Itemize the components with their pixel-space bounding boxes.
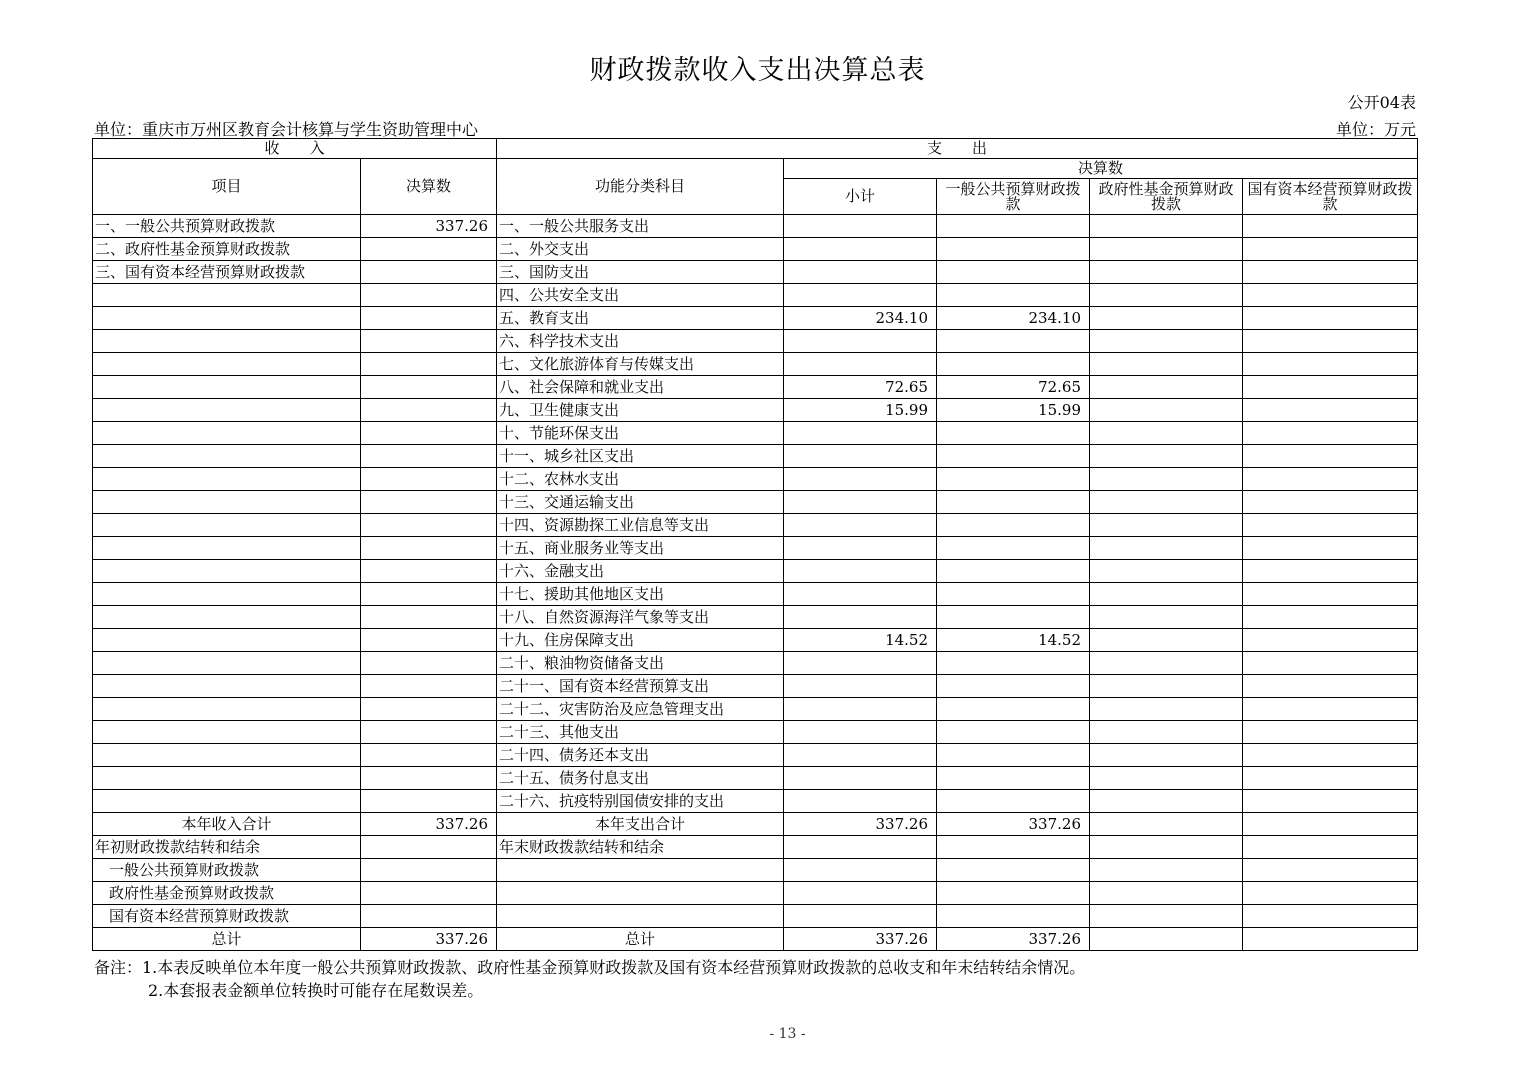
- expense-capital: [1243, 560, 1418, 583]
- income-item: [93, 330, 361, 353]
- expense-subtotal: [784, 744, 937, 767]
- notes: [94, 956, 1085, 1002]
- income-header: 收 入: [93, 139, 497, 159]
- table-row: [93, 652, 1418, 675]
- expense-capital: [1243, 629, 1418, 652]
- expense-subject: 二十三、其他支出: [497, 721, 784, 744]
- expense-general: [937, 652, 1090, 675]
- expense-capital: [1243, 721, 1418, 744]
- table-row: [93, 514, 1418, 537]
- carry-row: [93, 859, 1418, 882]
- year-expense-general: 337.26: [937, 813, 1090, 836]
- expense-subtotal: [784, 468, 937, 491]
- expense-capital: [1243, 675, 1418, 698]
- expense-capital: [1243, 215, 1418, 238]
- expense-subject: 十三、交通运输支出: [497, 491, 784, 514]
- expense-general: 15.99: [937, 399, 1090, 422]
- expense-subtotal: [784, 537, 937, 560]
- expense-subtotal: [784, 261, 937, 284]
- expense-subtotal: [784, 238, 937, 261]
- table-row: [93, 376, 1418, 399]
- expense-capital: [1243, 468, 1418, 491]
- expense-general: [937, 284, 1090, 307]
- income-amount: [361, 422, 497, 445]
- expense-general: [937, 537, 1090, 560]
- expense-fund: [1090, 238, 1243, 261]
- expense-subject: 六、科学技术支出: [497, 330, 784, 353]
- income-amount: [361, 353, 497, 376]
- table-row: [93, 675, 1418, 698]
- expense-subtotal: [784, 652, 937, 675]
- expense-general: [937, 721, 1090, 744]
- expense-header: 支 出: [497, 139, 1418, 159]
- grand-income-amount: 337.26: [361, 928, 497, 951]
- table-row: [93, 537, 1418, 560]
- table-row: [93, 399, 1418, 422]
- carry-row: [93, 905, 1418, 928]
- income-amount: [361, 261, 497, 284]
- income-amount: [361, 583, 497, 606]
- expense-subtotal: 72.65: [784, 376, 937, 399]
- expense-general: [937, 468, 1090, 491]
- expense-capital: [1243, 399, 1418, 422]
- expense-general: [937, 514, 1090, 537]
- form-number: 公开04表: [1347, 93, 1416, 112]
- expense-general: [937, 744, 1090, 767]
- expense-fund: [1090, 307, 1243, 330]
- expense-fund: [1090, 514, 1243, 537]
- grand-income-label: 总计: [93, 928, 361, 951]
- expense-subject: 十四、资源勘探工业信息等支出: [497, 514, 784, 537]
- state-capital-header: 国有资本经营预算财政拨款: [1243, 179, 1418, 215]
- expense-subtotal: [784, 583, 937, 606]
- carry-sub-fund: 政府性基金预算财政拨款: [93, 882, 361, 905]
- table-row: [93, 330, 1418, 353]
- income-amount: [361, 721, 497, 744]
- table-row: [93, 606, 1418, 629]
- income-item: [93, 491, 361, 514]
- table-row: [93, 767, 1418, 790]
- income-item: [93, 675, 361, 698]
- expense-subject: 十、节能环保支出: [497, 422, 784, 445]
- table-row: [93, 307, 1418, 330]
- expense-capital: [1243, 537, 1418, 560]
- expense-subject: 二、外交支出: [497, 238, 784, 261]
- income-amount: [361, 330, 497, 353]
- expense-subject: 二十四、债务还本支出: [497, 744, 784, 767]
- expense-subject: 五、教育支出: [497, 307, 784, 330]
- expense-fund: [1090, 445, 1243, 468]
- expense-fund: [1090, 744, 1243, 767]
- expense-fund: [1090, 606, 1243, 629]
- expense-capital: [1243, 353, 1418, 376]
- func-subject-header: 功能分类科目: [497, 159, 784, 215]
- expense-capital: [1243, 790, 1418, 813]
- expense-fund: [1090, 261, 1243, 284]
- expense-general: [937, 583, 1090, 606]
- expense-capital: [1243, 307, 1418, 330]
- expense-capital: [1243, 698, 1418, 721]
- income-amount: [361, 767, 497, 790]
- income-item: 三、国有资本经营预算财政拨款: [93, 261, 361, 284]
- table-row: [93, 238, 1418, 261]
- expense-subject: 二十五、债务付息支出: [497, 767, 784, 790]
- income-item: 二、政府性基金预算财政拨款: [93, 238, 361, 261]
- table-row: [93, 698, 1418, 721]
- expense-subtotal: [784, 514, 937, 537]
- expense-subject: 十八、自然资源海洋气象等支出: [497, 606, 784, 629]
- table-row: [93, 560, 1418, 583]
- income-item: [93, 721, 361, 744]
- carry-sub-general: 一般公共预算财政拨款: [93, 859, 361, 882]
- income-item: [93, 537, 361, 560]
- expense-subject: 十七、援助其他地区支出: [497, 583, 784, 606]
- expense-capital: [1243, 652, 1418, 675]
- expense-general: [937, 698, 1090, 721]
- table-row: [93, 721, 1418, 744]
- grand-expense-label: 总计: [497, 928, 784, 951]
- income-amount: [361, 491, 497, 514]
- carry-begin-label: 年初财政拨款结转和结余: [93, 836, 361, 859]
- expense-general: [937, 767, 1090, 790]
- carry-sub-capital: 国有资本经营预算财政拨款: [93, 905, 361, 928]
- expense-general: 72.65: [937, 376, 1090, 399]
- expense-capital: [1243, 491, 1418, 514]
- income-item: 一、一般公共预算财政拨款: [93, 215, 361, 238]
- income-item: [93, 399, 361, 422]
- expense-subtotal: [784, 790, 937, 813]
- expense-fund: [1090, 721, 1243, 744]
- expense-fund: [1090, 790, 1243, 813]
- income-amount: 337.26: [361, 215, 497, 238]
- carry-row: [93, 836, 1418, 859]
- income-item: [93, 514, 361, 537]
- expense-general: [937, 606, 1090, 629]
- expense-subtotal: 234.10: [784, 307, 937, 330]
- note-line-2: 2.本套报表金额单位转换时可能存在尾数误差。: [148, 981, 484, 1000]
- expense-subject: 九、卫生健康支出: [497, 399, 784, 422]
- expense-fund: [1090, 376, 1243, 399]
- expense-capital: [1243, 376, 1418, 399]
- expense-fund: [1090, 353, 1243, 376]
- expense-subtotal: [784, 284, 937, 307]
- amount-header: 决算数: [361, 159, 497, 215]
- expense-general: [937, 491, 1090, 514]
- expense-subject: 二十、粮油物资储备支出: [497, 652, 784, 675]
- expense-subject: 十二、农林水支出: [497, 468, 784, 491]
- income-amount: [361, 514, 497, 537]
- income-item: [93, 468, 361, 491]
- income-item: [93, 767, 361, 790]
- income-item: [93, 353, 361, 376]
- income-item: [93, 422, 361, 445]
- expense-general: [937, 790, 1090, 813]
- expense-general: [937, 560, 1090, 583]
- grand-expense-subtotal: 337.26: [784, 928, 937, 951]
- expense-capital: [1243, 261, 1418, 284]
- table-row: [93, 422, 1418, 445]
- expense-subtotal: [784, 721, 937, 744]
- expense-subtotal: 14.52: [784, 629, 937, 652]
- table-row: [93, 284, 1418, 307]
- income-amount: [361, 790, 497, 813]
- table-row: [93, 744, 1418, 767]
- expense-capital: [1243, 606, 1418, 629]
- carry-end-label: 年末财政拨款结转和结余: [497, 836, 784, 859]
- expense-capital: [1243, 238, 1418, 261]
- expense-capital: [1243, 330, 1418, 353]
- expense-subject: 四、公共安全支出: [497, 284, 784, 307]
- table-row: [93, 629, 1418, 652]
- budget-table: [92, 138, 1418, 951]
- expense-subtotal: [784, 491, 937, 514]
- income-amount: [361, 675, 497, 698]
- expense-subject: 二十二、灾害防治及应急管理支出: [497, 698, 784, 721]
- expense-general: [937, 330, 1090, 353]
- income-amount: [361, 376, 497, 399]
- expense-subject: 三、国防支出: [497, 261, 784, 284]
- expense-subject: 十六、金融支出: [497, 560, 784, 583]
- year-expense-total-label: 本年支出合计: [497, 813, 784, 836]
- income-amount: [361, 606, 497, 629]
- expense-fund: [1090, 399, 1243, 422]
- expense-fund: [1090, 629, 1243, 652]
- table-row: [93, 583, 1418, 606]
- expense-general: [937, 422, 1090, 445]
- income-amount: [361, 445, 497, 468]
- expense-subject: 十一、城乡社区支出: [497, 445, 784, 468]
- expense-capital: [1243, 583, 1418, 606]
- expense-subtotal: [784, 422, 937, 445]
- income-item: [93, 698, 361, 721]
- income-item: [93, 606, 361, 629]
- income-item: [93, 376, 361, 399]
- expense-fund: [1090, 422, 1243, 445]
- income-amount: [361, 698, 497, 721]
- year-income-total: 337.26: [361, 813, 497, 836]
- unit-name: 单位：重庆市万州区教育会计核算与学生资助管理中心: [94, 120, 479, 139]
- expense-general: 14.52: [937, 629, 1090, 652]
- income-amount: [361, 560, 497, 583]
- expense-fund: [1090, 652, 1243, 675]
- expense-subject: 十五、商业服务业等支出: [497, 537, 784, 560]
- expense-capital: [1243, 284, 1418, 307]
- currency-unit: 单位：万元: [1335, 120, 1416, 139]
- expense-fund: [1090, 767, 1243, 790]
- expense-general: [937, 261, 1090, 284]
- income-item: [93, 583, 361, 606]
- carry-row: [93, 882, 1418, 905]
- expense-general: [937, 353, 1090, 376]
- income-amount: [361, 652, 497, 675]
- gov-fund-header: 政府性基金预算财政拨款: [1090, 179, 1243, 215]
- page-number: - 13 -: [769, 1026, 806, 1042]
- expense-fund: [1090, 675, 1243, 698]
- expense-subtotal: [784, 445, 937, 468]
- income-amount: [361, 284, 497, 307]
- table-row: [93, 215, 1418, 238]
- income-item: [93, 560, 361, 583]
- expense-general: [937, 238, 1090, 261]
- year-income-total-label: 本年收入合计: [93, 813, 361, 836]
- income-item: [93, 790, 361, 813]
- expense-subtotal: [784, 215, 937, 238]
- table-row: [93, 261, 1418, 284]
- income-amount: [361, 744, 497, 767]
- year-expense-subtotal: 337.26: [784, 813, 937, 836]
- item-header: 项目: [93, 159, 361, 215]
- expense-subject: 十九、住房保障支出: [497, 629, 784, 652]
- expense-fund: [1090, 698, 1243, 721]
- expense-subtotal: [784, 675, 937, 698]
- expense-subtotal: [784, 767, 937, 790]
- expense-fund: [1090, 215, 1243, 238]
- income-amount: [361, 399, 497, 422]
- table-row: [93, 445, 1418, 468]
- table-row: [93, 790, 1418, 813]
- income-item: [93, 744, 361, 767]
- expense-general: 234.10: [937, 307, 1090, 330]
- grand-total-row: [93, 928, 1418, 951]
- year-total-row: [93, 813, 1418, 836]
- expense-capital: [1243, 422, 1418, 445]
- expense-subject: 八、社会保障和就业支出: [497, 376, 784, 399]
- final-amount-header: 决算数: [784, 159, 1418, 179]
- expense-fund: [1090, 491, 1243, 514]
- income-item: [93, 629, 361, 652]
- income-amount: [361, 537, 497, 560]
- table-row: [93, 353, 1418, 376]
- expense-capital: [1243, 744, 1418, 767]
- expense-subtotal: [784, 330, 937, 353]
- income-amount: [361, 468, 497, 491]
- income-amount: [361, 629, 497, 652]
- income-item: [93, 307, 361, 330]
- expense-subject: 二十一、国有资本经营预算支出: [497, 675, 784, 698]
- expense-fund: [1090, 330, 1243, 353]
- expense-fund: [1090, 583, 1243, 606]
- expense-fund: [1090, 560, 1243, 583]
- expense-fund: [1090, 537, 1243, 560]
- table-row: [93, 468, 1418, 491]
- income-item: [93, 652, 361, 675]
- expense-subject: 一、一般公共服务支出: [497, 215, 784, 238]
- grand-expense-general: 337.26: [937, 928, 1090, 951]
- expense-capital: [1243, 514, 1418, 537]
- expense-general: [937, 215, 1090, 238]
- expense-subject: 七、文化旅游体育与传媒支出: [497, 353, 784, 376]
- expense-fund: [1090, 468, 1243, 491]
- expense-fund: [1090, 284, 1243, 307]
- general-budget-header: 一般公共预算财政拨款: [937, 179, 1090, 215]
- expense-subtotal: 15.99: [784, 399, 937, 422]
- expense-general: [937, 445, 1090, 468]
- income-amount: [361, 307, 497, 330]
- income-item: [93, 284, 361, 307]
- income-item: [93, 445, 361, 468]
- expense-subtotal: [784, 698, 937, 721]
- expense-capital: [1243, 445, 1418, 468]
- expense-subtotal: [784, 606, 937, 629]
- table-row: [93, 491, 1418, 514]
- expense-subtotal: [784, 560, 937, 583]
- subtotal-header: 小计: [784, 179, 937, 215]
- expense-subtotal: [784, 353, 937, 376]
- expense-general: [937, 675, 1090, 698]
- income-amount: [361, 238, 497, 261]
- expense-subject: 二十六、抗疫特别国债安排的支出: [497, 790, 784, 813]
- note-line-1: 备注：1.本表反映单位本年度一般公共预算财政拨款、政府性基金预算财政拨款及国有资本经营预算财政拨款的总收支和年末结转结余情况。: [94, 958, 1086, 977]
- expense-capital: [1243, 767, 1418, 790]
- page-title: 财政拨款收入支出决算总表: [589, 55, 926, 86]
